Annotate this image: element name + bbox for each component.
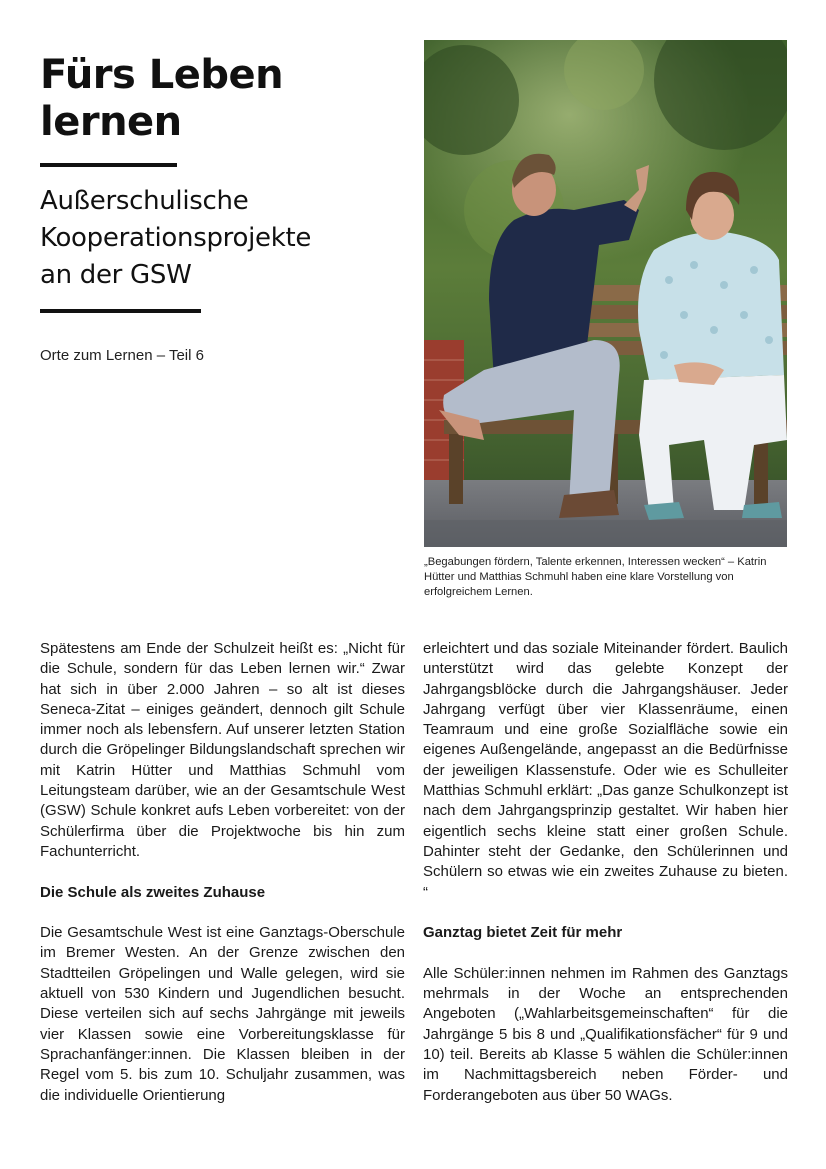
section-heading-1: Die Schule als zweites Zuhause (40, 883, 266, 901)
photo-caption: „Begabungen fördern, Talente erkennen, Interessen wecken“ – Katrin Hütter und Matthias Schmuhl haben eine klare Vorstellung von erfolgreichem Lernen. (424, 556, 767, 598)
article-column-left (40, 639, 405, 1106)
section-2-paragraph: Alle Schüler:innen nehmen im Rahmen des Ganztags mehrmals in der Woche an entsprechenden Angeboten („Wahlarbeitsgemeinschaften“ für die Jahrgänge 5 bis 8 und „Qualifikationsfächer“ für 9 und 10) teil. Bereits ab Klasse 5 wählen die Schüler:innen im Nachmittagsbereich neben Förder- und Forderangeboten aus über 50 WAGs. (423, 964, 788, 1104)
title-divider (40, 163, 177, 167)
section-1-paragraph-part-1: Die Gesamtschule West ist eine Ganztags-Oberschule im Bremer Westen. An der Grenze zwischen den Stadtteilen Gröpelingen und Walle gelegen, wird sie aktuell von 530 Kindern und Jugendlichen besucht. Diese verteilen sich auf sechs Jahrgänge mit jeweils vier Klassen sowie eine Vorbereitungsklasse für Sprachanfänger:innen. Die Klassen bleiben in der Regel vom 5. bis zum 10. Schuljahr zusammen, was die individuelle Orientierung (40, 924, 405, 1104)
section-1-paragraph-part-2: erleichtert und das soziale Miteinander fördert. Baulich unterstützt wird das gelebte Konzept der Jahrgangsblöcke durch die Jahrgangshäuser. Jeder Jahrgang verfügt über vier Klassenräume, einen Teamraum und eine große Sozialfläche sowie ein eigenes Außengelände, angepasst an die Bedürfnisse der jeweiligen Klassenstufe. Oder wie es Schulleiter Matthias Schmuhl erklärt: „Das ganze Schulkonzept ist nach dem Jahrgangsprinzip gestaltet. Wir haben hier eigentlich sechs kleine statt einer großen Schule. Dahinter steht der Gedanke, den Schülerinnen und Schülern so etwas wie ein zweites Zuhause zu bieten. “ (423, 640, 788, 901)
article-title: Fürs Leben lernen (40, 52, 284, 145)
article-subtitle: Außerschulische Kooperationsprojekte an der GSW (40, 186, 312, 290)
intro-paragraph: Spätestens am Ende der Schulzeit heißt es: „Nicht für die Schule, sondern für das Leben lernen wir.“ Zwar hat sich in über 2.000 Jahren – so alt ist dieses Seneca-Zitat – einiges geändert, dennoch gilt Schule immer noch als lebensfern. Auf unserer letzten Station durch die Gröpelinger Bildungslandschaft sprechen wir mit Katrin Hütter und Matthias Schmuhl vom Leitungsteam darüber, wie an der Gesamtschule West (GSW) Schule konkret aufs Leben vorbereitet: von der Schülerfirma über die Projektwoche bis hin zum Fachunterricht. (40, 640, 405, 860)
article-photo (424, 40, 787, 547)
article-column-right (423, 639, 788, 1106)
section-heading-2: Ganztag bietet Zeit für mehr (423, 924, 623, 942)
subtitle-divider (40, 309, 201, 313)
series-label: Orte zum Lernen – Teil 6 (40, 347, 204, 364)
